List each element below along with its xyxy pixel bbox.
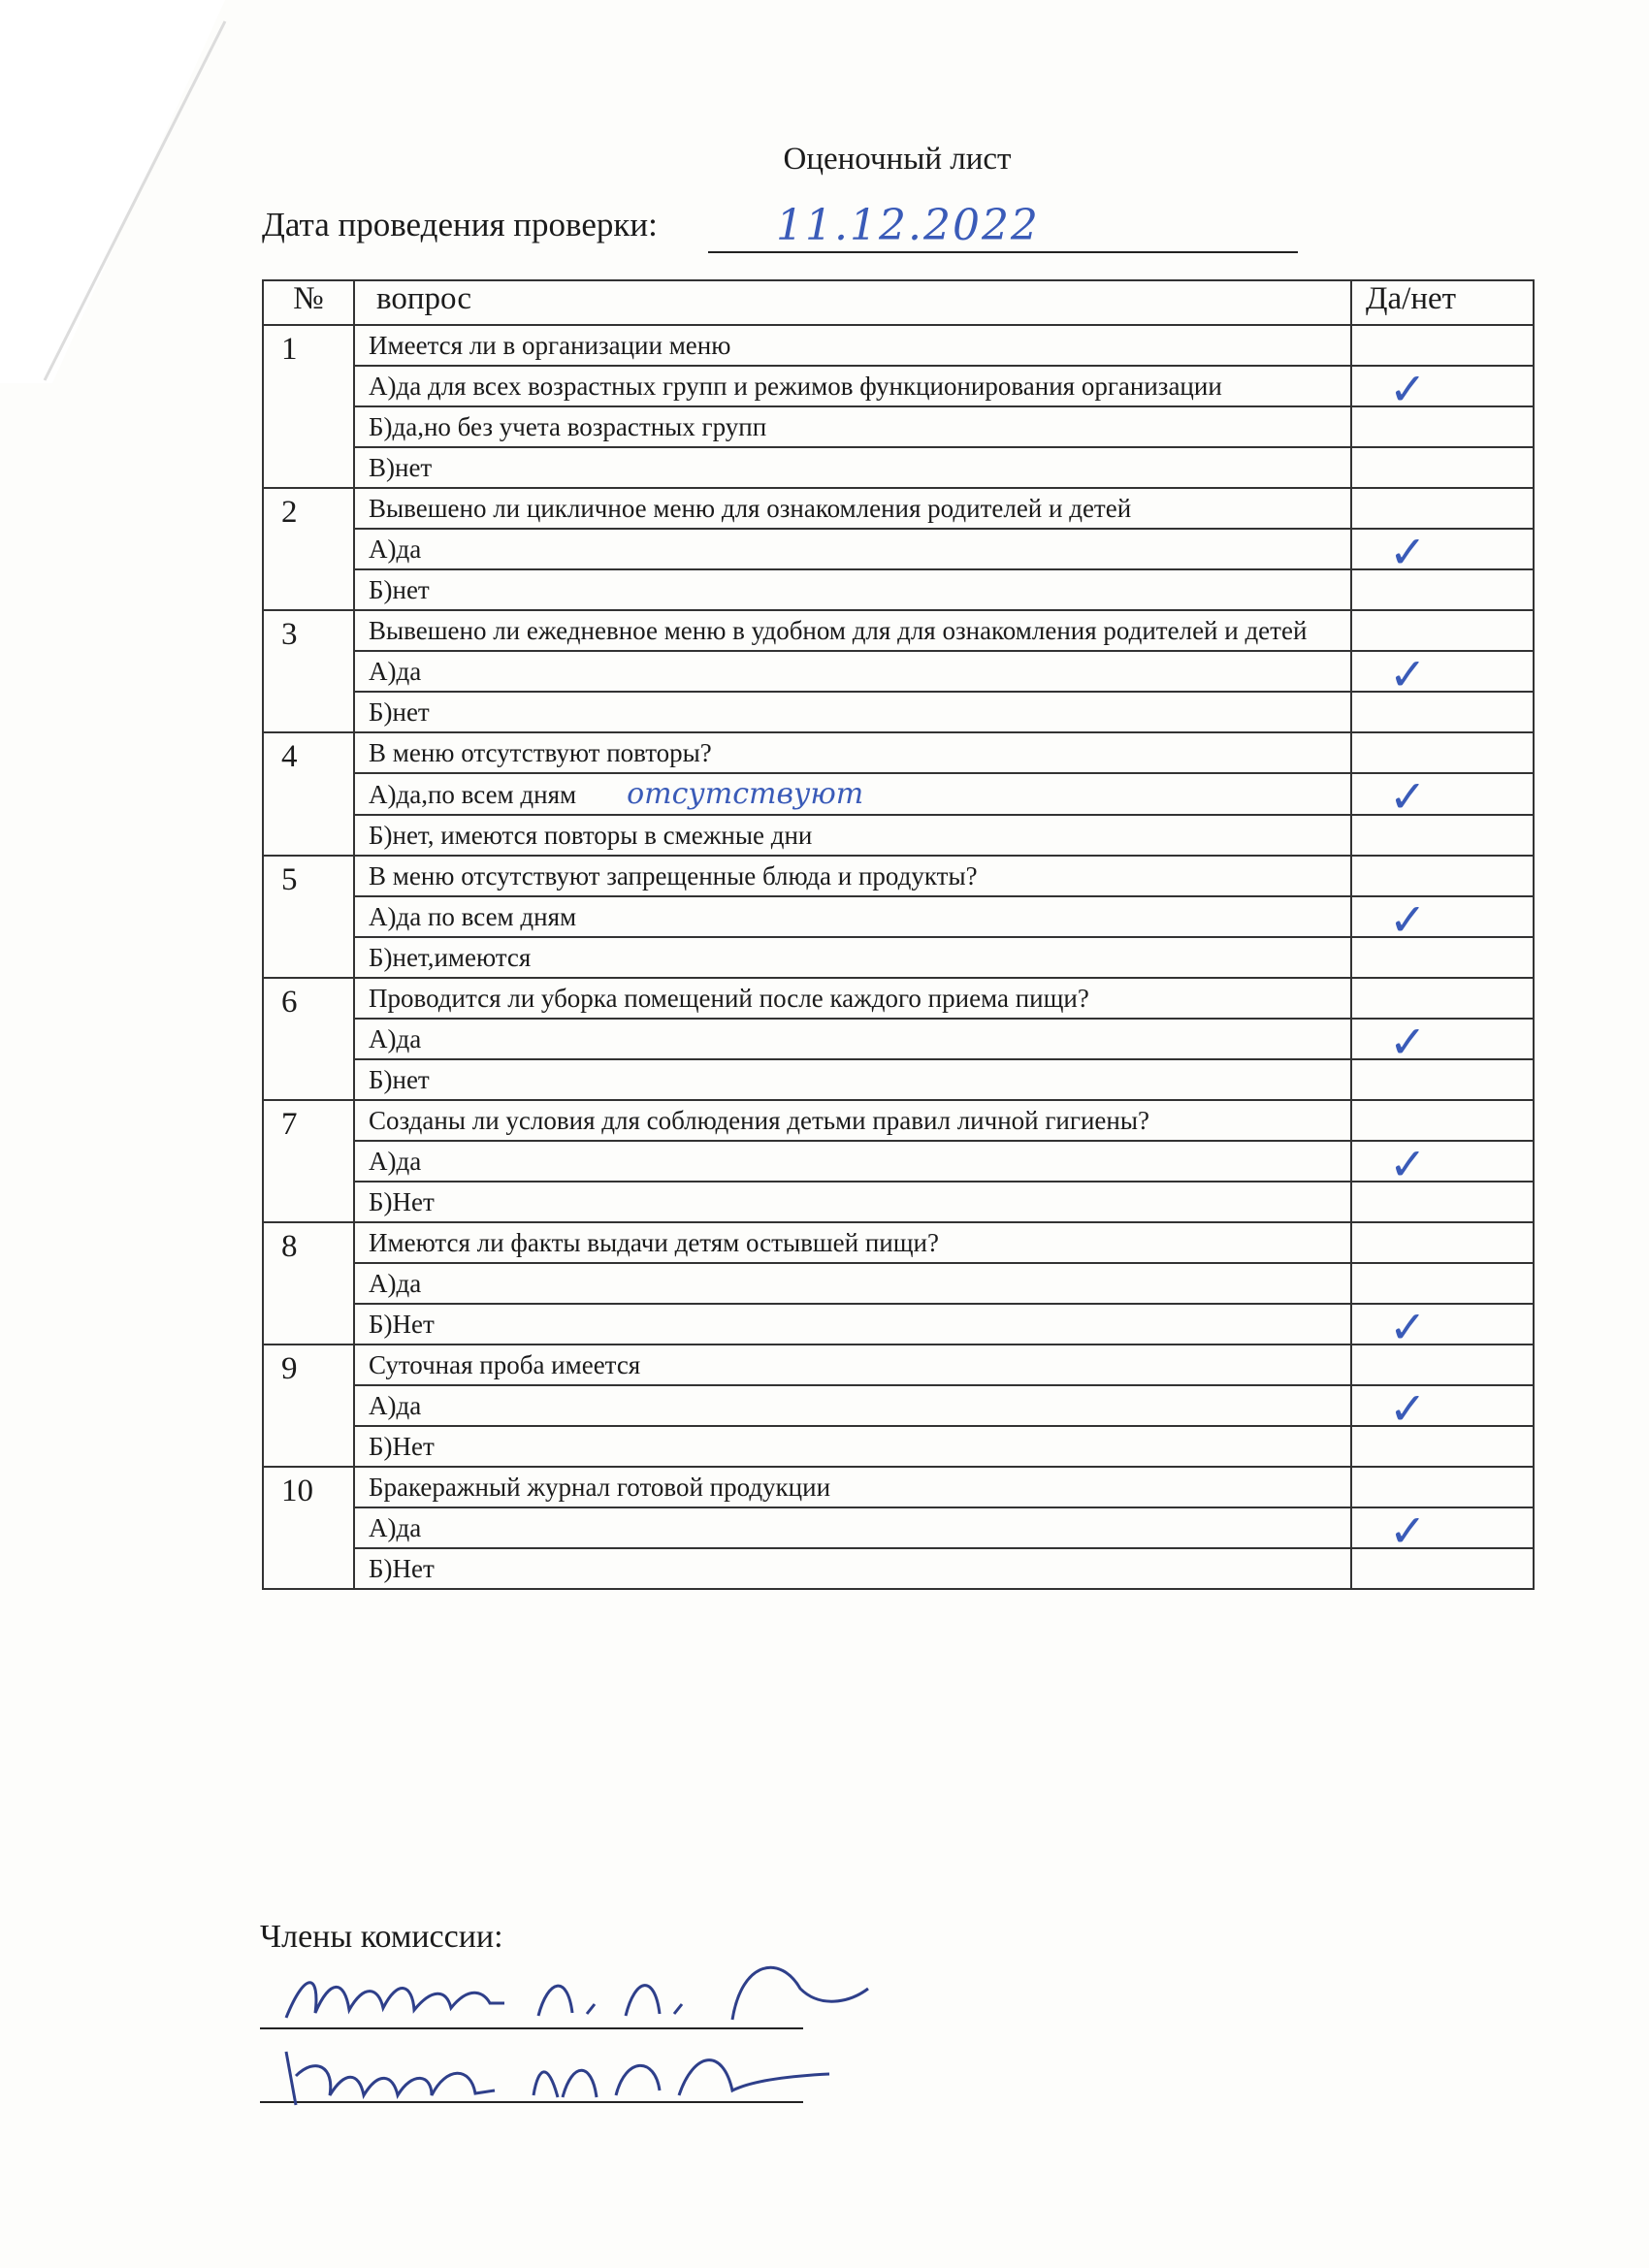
question-number: 5 [263,856,354,978]
members-label: Члены комиссии: [260,1919,503,1955]
question-row [263,610,1534,651]
check-mark-icon: ✓ [1389,648,1427,700]
option-label: А)да [369,657,422,686]
question-text: Вывешено ли ежедневное меню в удобном для для ознакомления родителей и детей [354,610,1351,651]
question-row [263,856,1534,896]
answer-cell [1351,770,1534,823]
answer-cell [1351,1505,1534,1557]
answer-cell [1351,447,1534,488]
question-row [263,1100,1534,1141]
answer-cell [1351,1059,1534,1100]
option-label: В)нет [369,453,433,482]
option-row [263,773,1534,815]
option-cell [354,1182,1351,1222]
option-label: А)да [369,1024,422,1053]
option-row [263,569,1534,610]
question-row [263,1345,1534,1385]
option-cell [354,937,1351,978]
check-mark-icon: ✓ [1389,1505,1427,1557]
signature-1 [276,1950,878,2042]
col-answer-header: Да/нет [1351,280,1534,325]
check-mark-icon: ✓ [1389,1382,1427,1435]
question-text: Имеется ли в организации меню [354,325,1351,366]
question-text: Созданы ли условия для соблюдения детьми правил личной гигиены? [354,1100,1351,1141]
question-text: Бракеражный журнал готовой продукции [354,1467,1351,1507]
option-label: А)да,по всем дням [369,780,577,809]
check-mark-icon: ✓ [1389,1016,1427,1068]
answer-cell [1351,937,1534,978]
option-row [263,937,1534,978]
question-row [263,1467,1534,1507]
option-cell [354,773,1351,815]
handwritten-note: отсутствуют [627,777,864,811]
option-row [263,1385,1534,1426]
option-row [263,406,1534,447]
option-cell [354,529,1351,569]
option-cell [354,406,1351,447]
question-row [263,325,1534,366]
answer-cell [1351,325,1534,366]
answer-cell [1351,569,1534,610]
question-number: 6 [263,978,354,1100]
option-cell [354,1263,1351,1304]
answer-cell [1351,978,1534,1019]
option-label: Б)нет [369,575,430,604]
question-text: В меню отсутствуют запрещенные блюда и продукты? [354,856,1351,896]
answer-cell [1351,1548,1534,1589]
check-mark-icon: ✓ [1389,526,1427,578]
answer-cell [1351,610,1534,651]
check-mark-icon: ✓ [1389,893,1427,946]
date-underline [708,251,1298,253]
answer-cell [1351,1222,1534,1263]
option-row [263,1507,1534,1548]
option-cell [354,569,1351,610]
option-label: Б)да,но без учета возрастных групп [369,412,767,441]
answer-cell [1351,1016,1534,1068]
question-number: 7 [263,1100,354,1222]
answer-cell [1351,856,1534,896]
question-text: Суточная проба имеется [354,1345,1351,1385]
option-label: А)да [369,535,422,564]
table-header-row [263,280,1534,325]
option-cell [354,815,1351,856]
option-cell [354,366,1351,406]
question-number: 4 [263,732,354,856]
answer-cell [1351,732,1534,773]
question-row [263,488,1534,529]
answer-cell [1351,1263,1534,1304]
question-number: 2 [263,488,354,610]
option-cell [354,447,1351,488]
option-cell [354,1019,1351,1059]
option-row [263,896,1534,937]
question-number: 3 [263,610,354,732]
date-label: Дата проведения проверки: [262,206,658,243]
question-text: Проводится ли уборка помещений после каждого приема пищи? [354,978,1351,1019]
question-number: 9 [263,1345,354,1467]
answer-cell [1351,815,1534,856]
answer-cell [1351,363,1534,415]
question-text: В меню отсутствуют повторы? [354,732,1351,773]
option-cell [354,1304,1351,1345]
answer-cell [1351,1426,1534,1467]
option-label: А)да [369,1269,422,1298]
check-mark-icon: ✓ [1389,1138,1427,1190]
option-row [263,651,1534,692]
document-title: Оценочный лист [783,142,1012,177]
option-cell [354,1507,1351,1548]
question-text: Вывешено ли цикличное меню для ознакомления родителей и детей [354,488,1351,529]
option-row [263,529,1534,569]
option-cell [354,692,1351,732]
option-row [263,1426,1534,1467]
option-cell [354,1141,1351,1182]
check-mark-icon: ✓ [1389,363,1427,415]
option-row [263,1182,1534,1222]
option-label: Б)Нет [369,1187,435,1216]
question-row [263,732,1534,773]
option-row [263,447,1534,488]
option-row [263,1263,1534,1304]
answer-cell [1351,1182,1534,1222]
option-cell [354,1548,1351,1589]
signature-2 [276,2037,839,2115]
answer-cell [1351,1467,1534,1507]
answer-cell [1351,1301,1534,1353]
option-cell [354,1426,1351,1467]
option-row [263,1141,1534,1182]
check-mark-icon: ✓ [1389,1301,1427,1353]
option-label: Б)Нет [369,1432,435,1461]
option-row [263,366,1534,406]
option-label: Б)Нет [369,1554,435,1583]
option-label: Б)нет, имеются повторы в смежные дни [369,821,813,850]
option-label: А)да [369,1147,422,1176]
answer-cell [1351,406,1534,447]
col-num-header: № [263,280,354,325]
option-label: А)да [369,1513,422,1542]
option-label: Б)нет [369,697,430,727]
option-row [263,815,1534,856]
option-row [263,1304,1534,1345]
question-number: 10 [263,1467,354,1589]
option-row [263,1019,1534,1059]
answer-cell [1351,526,1534,578]
option-cell [354,896,1351,937]
option-row [263,692,1534,732]
option-label: А)да для всех возрастных групп и режимов функционирования организации [369,372,1222,401]
option-row [263,1548,1534,1589]
date-value: 11.12.2022 [776,201,1040,250]
question-row [263,1222,1534,1263]
question-row [263,978,1534,1019]
answer-cell [1351,692,1534,732]
option-label: А)да по всем дням [369,902,577,931]
answer-cell [1351,1100,1534,1141]
answer-cell [1351,893,1534,946]
option-cell [354,651,1351,692]
check-mark-icon: ✓ [1389,770,1427,823]
assessment-table [262,279,1535,1590]
question-number: 1 [263,325,354,488]
col-question-header: вопрос [354,280,1351,325]
answer-cell [1351,488,1534,529]
option-cell [354,1059,1351,1100]
answer-cell [1351,1138,1534,1190]
answer-cell [1351,1382,1534,1435]
answer-cell [1351,1345,1534,1385]
option-cell [354,1385,1351,1426]
answer-cell [1351,648,1534,700]
option-row [263,1059,1534,1100]
option-label: Б)Нет [369,1310,435,1339]
question-text: Имеются ли факты выдачи детям остывшей пищи? [354,1222,1351,1263]
option-label: А)да [369,1391,422,1420]
option-label: Б)нет,имеются [369,943,532,972]
question-number: 8 [263,1222,354,1345]
option-label: Б)нет [369,1065,430,1094]
